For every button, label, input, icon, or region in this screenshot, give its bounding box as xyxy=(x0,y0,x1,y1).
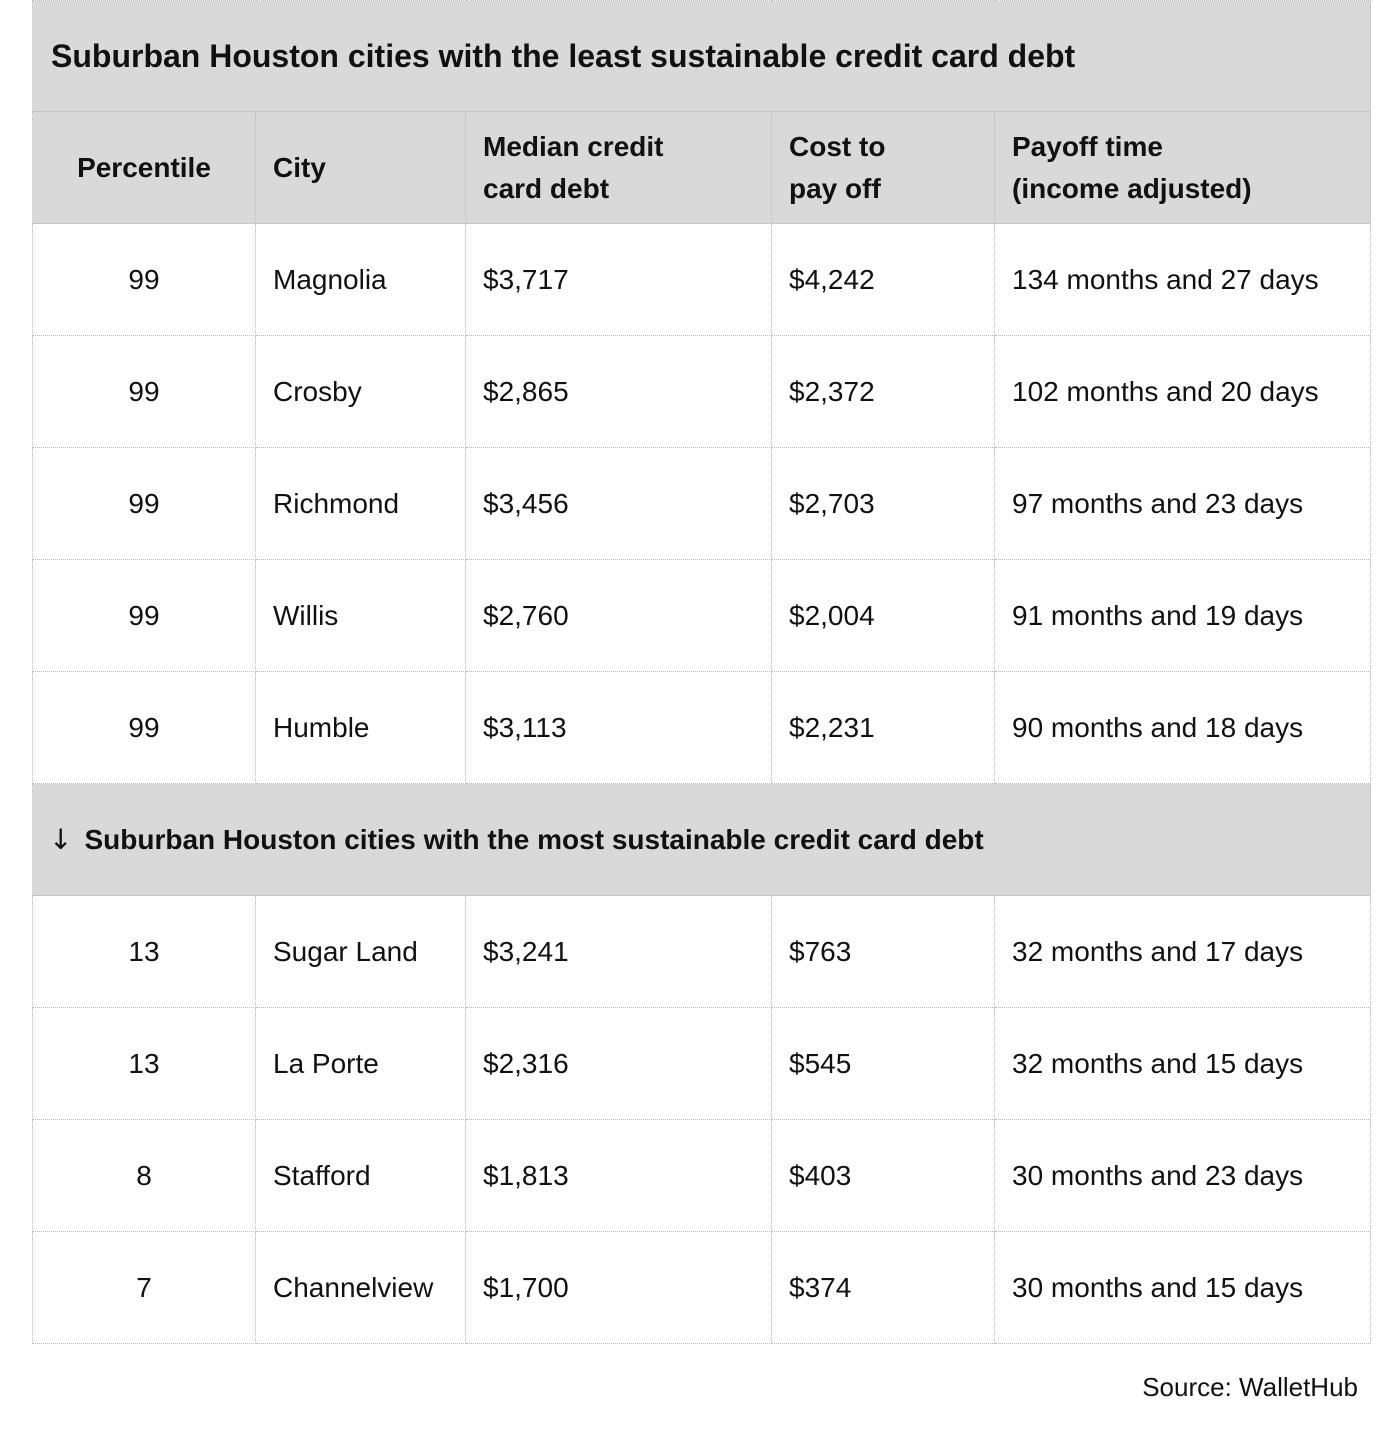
table-row xyxy=(33,896,1371,1008)
cell-percentile: 13 xyxy=(33,896,256,1008)
table-row xyxy=(33,1008,1371,1120)
cell-median-debt: $1,700 xyxy=(466,1232,772,1344)
down-arrow-icon: ↓ xyxy=(49,823,73,856)
cell-median-debt: $3,241 xyxy=(466,896,772,1008)
cell-percentile: 99 xyxy=(33,560,256,672)
cell-median-debt: $1,813 xyxy=(466,1120,772,1232)
table-row xyxy=(33,672,1371,784)
column-header-percentile xyxy=(33,112,256,224)
cell-city: Crosby xyxy=(256,336,466,448)
cell-cost: $545 xyxy=(772,1008,995,1120)
cell-percentile: 99 xyxy=(33,224,256,336)
column-header-median-debt xyxy=(466,112,772,224)
cell-payoff-time: 134 months and 27 days xyxy=(995,224,1371,336)
column-header-city-label: City xyxy=(273,151,326,183)
cell-cost: $2,231 xyxy=(772,672,995,784)
cell-payoff-time: 30 months and 15 days xyxy=(995,1232,1371,1344)
column-header-payoff-time xyxy=(995,112,1371,224)
table-header-row xyxy=(33,112,1371,224)
column-header-city xyxy=(256,112,466,224)
column-header-cost xyxy=(772,112,995,224)
table-row xyxy=(33,448,1371,560)
table-title: Suburban Houston cities with the least sustainable credit card debt xyxy=(33,1,1371,112)
column-header-payoff-time-line1: Payoff time xyxy=(1012,130,1163,162)
cell-median-debt: $3,717 xyxy=(466,224,772,336)
cell-payoff-time: 32 months and 15 days xyxy=(995,1008,1371,1120)
cell-payoff-time: 102 months and 20 days xyxy=(995,336,1371,448)
table-row xyxy=(33,1120,1371,1232)
cell-percentile: 99 xyxy=(33,448,256,560)
cell-median-debt: $2,865 xyxy=(466,336,772,448)
table-row xyxy=(33,336,1371,448)
source-credit: Source: WalletHub xyxy=(1142,1372,1358,1402)
cell-median-debt: $2,316 xyxy=(466,1008,772,1120)
credit-debt-table-container xyxy=(32,0,1370,1344)
table-row xyxy=(33,224,1371,336)
cell-city: Richmond xyxy=(256,448,466,560)
cell-percentile: 8 xyxy=(33,1120,256,1232)
section-title: Suburban Houston cities with the most sustainable credit card debt xyxy=(84,824,984,855)
column-header-median-debt-line1: Median credit xyxy=(483,130,664,162)
cell-city: Humble xyxy=(256,672,466,784)
cell-percentile: 7 xyxy=(33,1232,256,1344)
cell-cost: $2,703 xyxy=(772,448,995,560)
cell-cost: $2,372 xyxy=(772,336,995,448)
cell-payoff-time: 32 months and 17 days xyxy=(995,896,1371,1008)
cell-cost: $374 xyxy=(772,1232,995,1344)
cell-median-debt: $3,456 xyxy=(466,448,772,560)
cell-cost: $2,004 xyxy=(772,560,995,672)
column-header-cost-line1: Cost to xyxy=(789,130,886,162)
cell-payoff-time: 90 months and 18 days xyxy=(995,672,1371,784)
cell-city: Sugar Land xyxy=(256,896,466,1008)
cell-city: Channelview xyxy=(256,1232,466,1344)
cell-city: Willis xyxy=(256,560,466,672)
cell-city: La Porte xyxy=(256,1008,466,1120)
section-header xyxy=(33,784,1371,896)
table-title-row xyxy=(33,1,1371,112)
cell-cost: $403 xyxy=(772,1120,995,1232)
column-header-payoff-time-line2: (income adjusted) xyxy=(1012,172,1252,204)
cell-payoff-time: 97 months and 23 days xyxy=(995,448,1371,560)
cell-median-debt: $2,760 xyxy=(466,560,772,672)
cell-city: Stafford xyxy=(256,1120,466,1232)
cell-city: Magnolia xyxy=(256,224,466,336)
section-header-row xyxy=(33,784,1371,896)
column-header-median-debt-line2: card debt xyxy=(483,172,610,204)
table-row xyxy=(33,560,1371,672)
cell-percentile: 99 xyxy=(33,672,256,784)
cell-payoff-time: 30 months and 23 days xyxy=(995,1120,1371,1232)
credit-debt-table xyxy=(32,0,1371,1344)
column-header-percentile-label: Percentile xyxy=(77,151,211,183)
cell-cost: $4,242 xyxy=(772,224,995,336)
cell-median-debt: $3,113 xyxy=(466,672,772,784)
cell-payoff-time: 91 months and 19 days xyxy=(995,560,1371,672)
cell-percentile: 99 xyxy=(33,336,256,448)
cell-cost: $763 xyxy=(772,896,995,1008)
column-header-cost-line2: pay off xyxy=(789,172,881,204)
table-row xyxy=(33,1232,1371,1344)
cell-percentile: 13 xyxy=(33,1008,256,1120)
